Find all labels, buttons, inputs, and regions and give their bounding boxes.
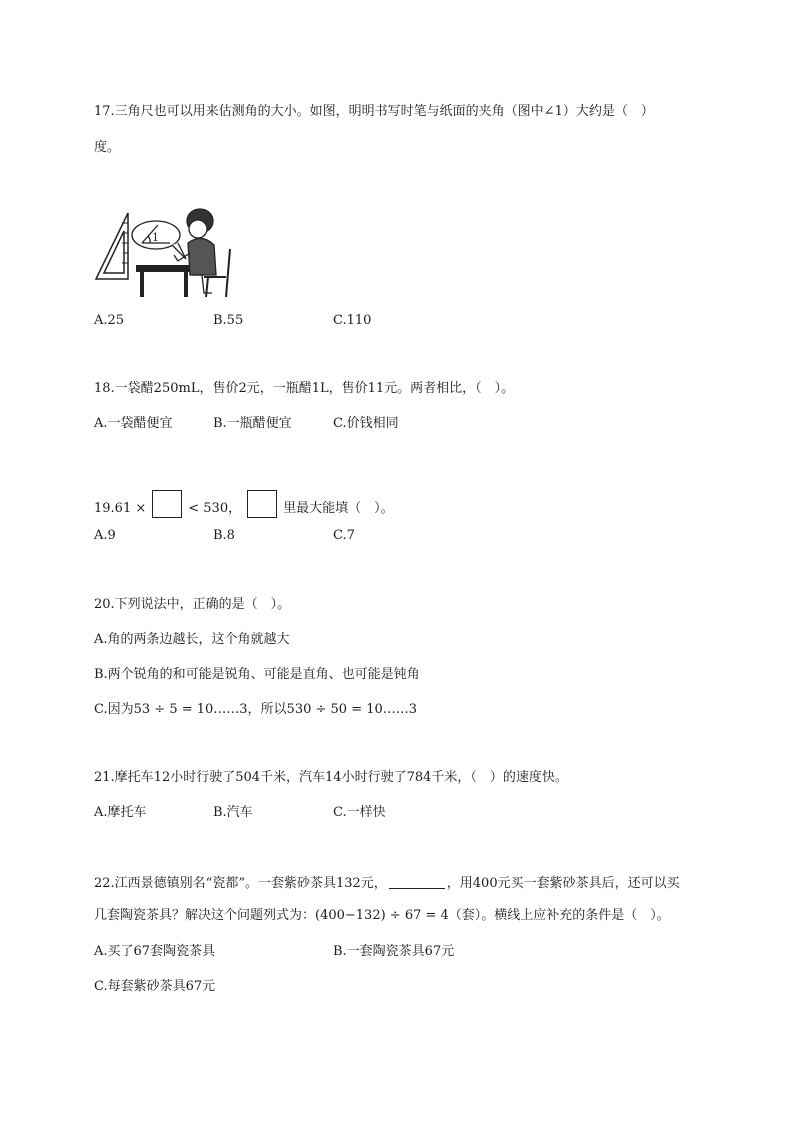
q20-option-c: C.因为53 ÷ 5 = 10……3，所以530 ÷ 50 = 10……3 (94, 702, 418, 717)
q21-option-a: A.摩托车 (94, 805, 147, 820)
q20-option-b: B.两个锐角的和可能是锐角、可能是直角、也可能是钝角 (94, 667, 420, 682)
angle-label: 1 (152, 231, 159, 244)
q18-option-b: B.一瓶醋便宜 (213, 416, 292, 431)
q22-text-part1: 22.江西景德镇别名“瓷都”。一套紫砂茶具132元， (94, 876, 387, 891)
q19-stem (94, 490, 394, 518)
q17-option-b: B.55 (213, 313, 244, 328)
q19-text-part2: < 530， (188, 501, 242, 516)
answer-box-2 (247, 490, 277, 518)
desk-icon (136, 265, 192, 297)
q18-option-c: C.价钱相同 (333, 416, 399, 431)
q21-option-b: B.汽车 (213, 805, 253, 820)
q21-option-c: C.一样快 (333, 805, 386, 820)
q22-text-part2: ，用400元买一套紫砂茶具后，还可以买 (446, 876, 680, 891)
answer-box-1 (152, 490, 182, 518)
q22-option-b: B.一套陶瓷茶具67元 (333, 944, 455, 959)
q19-option-a: A.9 (94, 528, 116, 543)
q20-stem: 20.下列说法中，正确的是（ ）。 (94, 597, 291, 612)
fill-in-blank (389, 874, 445, 889)
q17-stem-line2: 度。 (94, 140, 121, 155)
triangle-ruler-icon (96, 213, 128, 279)
q19-text-part3: 里最大能填（ ）。 (283, 501, 394, 516)
q20-option-a: A.角的两条边越长，这个角就越大 (94, 632, 290, 647)
q22-stem-line1 (94, 874, 680, 893)
q22-option-a: A.买了67套陶瓷茶具 (94, 944, 216, 959)
q18-stem: 18.一袋醋250mL，售价2元，一瓶醋1L，售价11元。两者相比，（ ）。 (94, 381, 515, 396)
q17-option-a: A.25 (94, 313, 125, 328)
angle-bubble (132, 221, 186, 259)
q21-stem: 21.摩托车12小时行驶了504千米，汽车14小时行驶了784千米，（ ）的速度快。 (94, 770, 568, 785)
q22-option-c: C.每套紫砂茶具67元 (94, 979, 216, 994)
q19-text-part1: 19.61 × (94, 501, 147, 516)
q18-option-a: A.一袋醋便宜 (94, 416, 173, 431)
q17-figure (92, 203, 244, 299)
q19-option-c: C.7 (333, 528, 355, 543)
q19-option-b: B.8 (213, 528, 235, 543)
q22-stem-line2: 几套陶瓷茶具？解决这个问题列式为：(400−132) ÷ 67 = 4（套）。横线上应补充的条件是（ ）。 (94, 908, 670, 923)
q17-stem-line1: 17.三角尺也可以用来估测角的大小。如图，明明书写时笔与纸面的夹角（图中∠1）大约是（ ） (94, 104, 654, 119)
q17-option-c: C.110 (333, 313, 372, 328)
